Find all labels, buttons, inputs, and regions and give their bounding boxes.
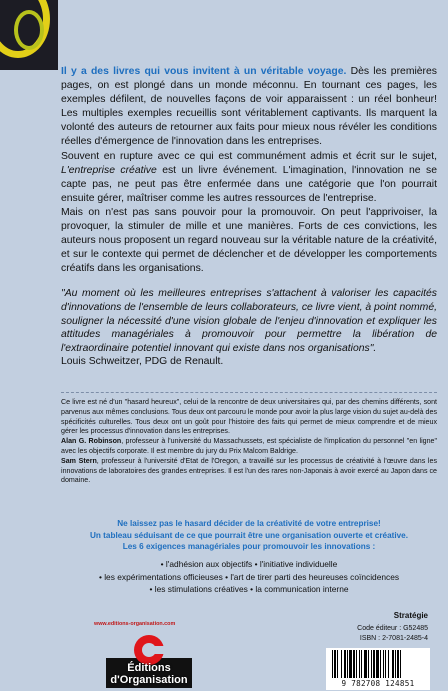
intro-highlight: Il y a des livres qui vous invitent à un véritable voyage. xyxy=(61,66,347,77)
barcode-stripe xyxy=(376,650,379,678)
isbn-label: ISBN : 2-7081-2485-4 xyxy=(359,635,428,642)
publisher-code: Code éditeur : G52485 xyxy=(357,625,428,632)
barcode-stripe xyxy=(334,650,336,678)
barcode-stripe xyxy=(397,650,399,678)
book-info xyxy=(264,611,428,644)
cover-decoration xyxy=(0,0,58,70)
author-name: Alan G. Robinson xyxy=(61,437,122,446)
barcode-stripe xyxy=(361,650,362,678)
barcode-stripe xyxy=(353,650,355,678)
barcode-stripe xyxy=(388,650,389,678)
barcode-stripe xyxy=(337,650,338,678)
promo-line: Un tableau séduisant de ce que pourrait être une organisation ouverte et créative. xyxy=(89,530,409,540)
barcode-bars xyxy=(332,650,424,680)
barcode-stripe xyxy=(364,650,367,678)
barcode-stripe xyxy=(341,650,342,678)
barcode-stripe xyxy=(383,650,384,678)
barcode-stripe xyxy=(371,650,372,678)
barcode-stripe xyxy=(356,650,357,678)
author-stern xyxy=(61,457,437,486)
barcode xyxy=(326,648,430,690)
paragraph-intro xyxy=(61,65,437,150)
paragraph-pouvoir: Mais on n'est pas sans pouvoir pour la promouvoir. On peut l'apprivoiser, la provoquer, la stimuler de mille et une manières. Forts de ces convictions, les auteurs nous proposent un regard nouveau sur la véritable nature de la créativité, et sur le contexte qui permet de déclencher et de développer les comportements créatifs dans les organisations. xyxy=(61,206,437,275)
barcode-stripe xyxy=(392,650,394,678)
barcode-stripe xyxy=(395,650,396,678)
rupture-rest: est un livre événement. L'imagination, l'innovation ne se capte pas, ne peut pas être enfermée dans une catégorie que l'on pourrait ensuite gérer, maîtriser comme les autres ressources de l'entreprise. xyxy=(61,164,437,204)
logo-line-1: Éditions xyxy=(127,662,171,674)
authors-section xyxy=(61,398,437,486)
author-bio: , professeur à l'université du Massachussets, est spécialiste de l'implication du personnel "en ligne" avec les objectifs corporate. Il est membre du jury du Prix Malcom Baldrige. xyxy=(61,437,437,455)
promo-line: Les 6 exigences managériales pour promouvoir les innovations : xyxy=(122,542,376,551)
barcode-stripe xyxy=(380,650,381,678)
barcode-stripe xyxy=(385,650,386,678)
requirements-list xyxy=(61,558,437,596)
barcode-stripe xyxy=(368,650,369,678)
author-name: Sam Stern xyxy=(61,456,97,465)
intro-rest: Dès les premières pages, on est plongé dans un monde méconnu. En tournant ces pages, les exemples défilent, de nouvelles façons de voir apparaissent : un réel bonheur! Les multiples exemples recueillis sont véritablement captivants. Ils marquent la volonté des auteurs de retourner aux faits pour mieux nous révéler les conditions réelles d'émergence de l'innovation dans les entreprises. xyxy=(61,66,437,148)
paragraph-rupture xyxy=(61,150,437,206)
rupture-start: Souvent en rupture avec ce qui est communément admis et écrit sur le sujet, xyxy=(61,150,437,162)
list-item: • les expérimentations officieuses • l'art de tirer parti des heureuses coïncidences xyxy=(98,571,400,582)
barcode-stripe xyxy=(332,650,333,678)
barcode-stripe xyxy=(400,650,401,678)
section-divider xyxy=(61,392,437,393)
publisher-logo xyxy=(106,632,192,688)
endorsement-quote: "Au moment où les meilleures entreprises s'attachent à valoriser les capacités d'innovations de l'ensemble de leurs collaborateurs, ce livre vient, à point nommé, souligner la nécessité d'une vision globale de l'enjeu d'innovation et expliquer les attitudes managériales à promouvoir pour permettre la libération de l'extraordinaire potentiel innovant qui existe dans nos organisations". xyxy=(61,288,437,354)
barcode-stripe xyxy=(344,650,346,678)
logo-line-2: d'Organisation xyxy=(110,674,188,686)
main-text xyxy=(61,65,437,369)
list-item: • l'adhésion aux objectifs • l'initiative individuelle xyxy=(160,559,338,569)
barcode-stripe xyxy=(347,650,348,678)
barcode-stripe xyxy=(359,650,360,678)
authors-intro: Ce livre est né d'un "hasard heureux", celui de la rencontre de deux universitaires qui, par des chemins différents, sont parvenus aux mêmes conclusions. Tous deux ont parcouru le monde pour avoir la plus large vision du sujet au-delà des spécificités culturelles. Tous deux ont un goût pour l'histoire des faits qui permet de mieux comprendre et de mieux gérer les processus d'innovation dans les entreprises. xyxy=(61,398,437,436)
promo-block xyxy=(61,518,437,553)
list-item: • les stimulations créatives • la communication interne xyxy=(149,584,349,595)
author-robinson xyxy=(61,437,437,457)
decoration-ring-inner xyxy=(14,10,44,50)
author-bio: , professeur à l'université d'Etat de l'Oregon, a travaillé sur les processus de créativité à l'œuvre dans les innovations de laboratoires des grandes entreprises. Il est l'un des rares non-Japonais à avoir exercé au Japon dans ce domaine. xyxy=(61,456,437,485)
barcode-digits: 9 782708 124851 xyxy=(341,679,415,688)
book-title: L'entreprise créative xyxy=(61,164,157,176)
barcode-stripe xyxy=(349,650,352,678)
barcode-stripe xyxy=(373,650,375,678)
category-label: Stratégie xyxy=(393,611,428,620)
promo-line: Ne laissez pas le hasard décider de la créativité de votre entreprise! xyxy=(117,519,381,528)
publisher-url[interactable]: www.editions-organisation.com xyxy=(94,621,176,627)
endorsement-signature: Louis Schweitzer, PDG de Renault. xyxy=(61,356,224,368)
